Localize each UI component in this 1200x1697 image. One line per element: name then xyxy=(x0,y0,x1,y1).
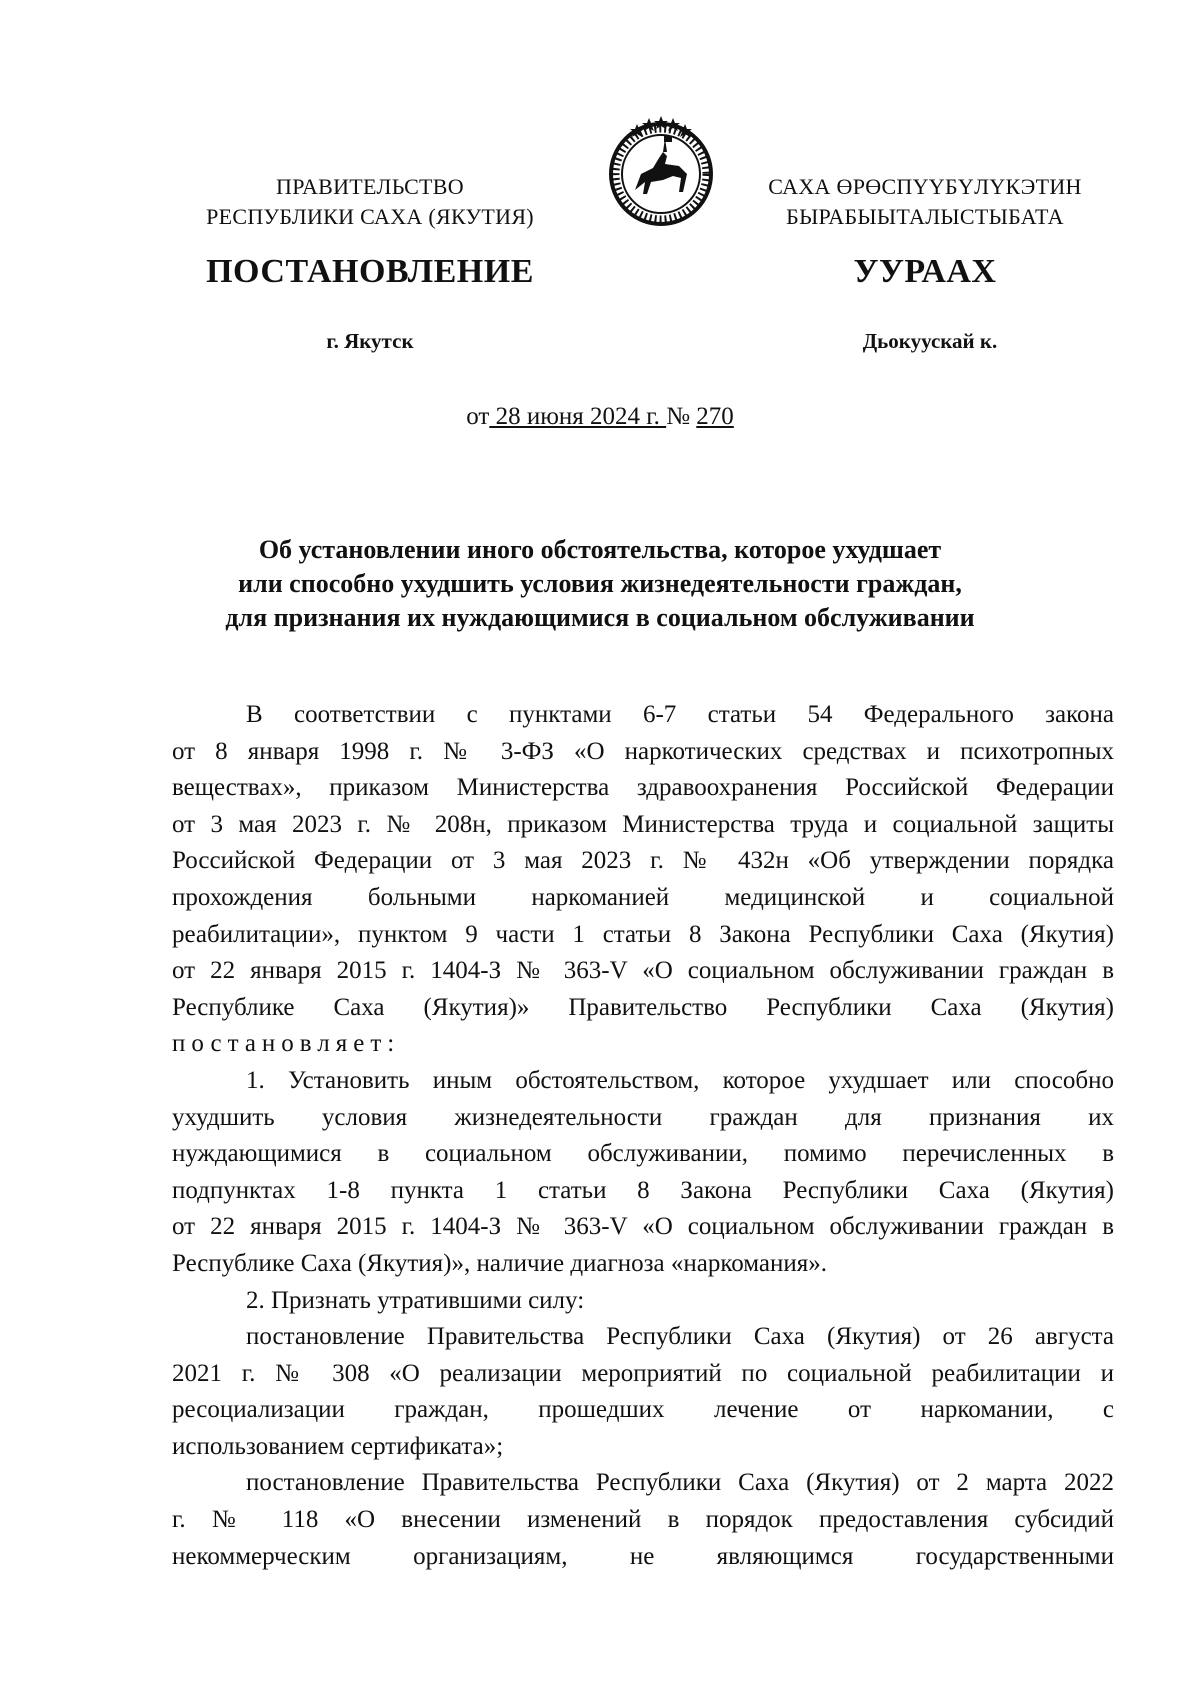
body-line: от 3 мая 2023 г. № 208н, приказом Министерства труда и социальной защиты xyxy=(172,810,1114,838)
paragraph-item-1 xyxy=(172,1063,1114,1283)
paragraph-preamble xyxy=(172,697,1114,1063)
body-line: нуждающимися в социальном обслуживании, помимо перечисленных в xyxy=(172,1140,1114,1168)
body-line: постановление Правительства Республики Саха (Якутия) от 2 марта 2022 xyxy=(246,1469,1114,1497)
number-sign: № xyxy=(666,403,697,430)
body-line: Республике Саха (Якутия)», наличие диагноза «наркомания». xyxy=(172,1249,827,1277)
document-body xyxy=(172,697,1114,1575)
body-line: от 22 января 2015 г. 1404-З № 363-V «О социальном обслуживании граждан в xyxy=(172,1213,1114,1241)
body-line: подпунктах 1-8 пункта 1 статьи 8 Закона Республики Саха (Якутия) xyxy=(172,1176,1114,1204)
document-date: 28 июня 2024 г. xyxy=(489,403,667,430)
government-name-russian xyxy=(180,172,560,232)
document-date-line xyxy=(0,403,1200,431)
header-right-line: БЫРАБЫЫТАЛЫСТЫБАТА xyxy=(786,204,1064,229)
paragraph-repeal-2 xyxy=(172,1465,1114,1575)
body-line: 1. Установить иным обстоятельством, которое ухудшает или способно xyxy=(246,1066,1114,1094)
body-line: веществах», приказом Министерства здравоохранения Российской Федерации xyxy=(172,774,1114,802)
body-line: использованием сертификата»; xyxy=(172,1432,504,1460)
emblem-icon xyxy=(601,112,721,232)
body-line: Республике Саха (Якутия)» Правительство Республики Саха (Якутия) xyxy=(172,993,1114,1021)
government-name-yakut xyxy=(735,172,1115,232)
document-number: 270 xyxy=(696,403,734,430)
body-line: Российской Федерации от 3 мая 2023 г. № 432н «Об утверждении порядка xyxy=(172,847,1114,875)
title-line: для признания их нуждающимися в социальном обслуживании xyxy=(225,603,975,632)
document-title xyxy=(170,533,1030,635)
date-prefix: от xyxy=(466,403,490,430)
header-left-line: ПРАВИТЕЛЬСТВО xyxy=(276,174,464,199)
body-line: прохождения больными наркоманией медицинской и социальной xyxy=(172,883,1114,911)
city-yakut: Дьокуускай к. xyxy=(862,329,998,353)
body-line: 2021 г. № 308 «О реализации мероприятий по социальной реабилитации и xyxy=(172,1359,1114,1387)
body-line: от 8 января 1998 г. № 3-ФЗ «О наркотических средствах и психотропных xyxy=(172,737,1114,765)
body-line: В соответствии с пунктами 6-7 статьи 54 Федерального закона xyxy=(246,701,1114,728)
paragraph-item-2: 2. Признать утратившими силу: xyxy=(246,1286,585,1314)
title-line: Об установлении иного обстоятельства, которое ухудшает xyxy=(258,535,942,564)
city-russian: г. Якутск xyxy=(326,329,414,353)
body-line: ухудшить условия жизнедеятельности граждан для признания их xyxy=(172,1103,1114,1131)
body-line: постановление Правительства Республики Саха (Якутия) от 26 августа xyxy=(246,1323,1114,1351)
body-line: ресоциализации граждан, прошедших лечение от наркомании, с xyxy=(172,1396,1114,1424)
body-line: реабилитации», пунктом 9 части 1 статьи 8 Закона Республики Саха (Якутия) xyxy=(172,920,1114,948)
title-line: или способно ухудшить условия жизнедеятельности граждан, xyxy=(238,569,962,598)
body-line: некоммерческим организациям, не являющимся государственными xyxy=(172,1542,1114,1570)
header-left-line: РЕСПУБЛИКИ САХА (ЯКУТИЯ) xyxy=(206,204,534,229)
doc-type-yakut: УУРААХ xyxy=(853,253,997,290)
postanovlyaet-word: постановляет: xyxy=(172,1030,401,1058)
paragraph-repeal-1 xyxy=(172,1319,1114,1465)
body-line: от 22 января 2015 г. 1404-З № 363-V «О социальном обслуживании граждан в xyxy=(172,957,1114,985)
doc-type-russian: ПОСТАНОВЛЕНИЕ xyxy=(206,253,534,290)
header-right-line: САХА ӨРӨСПҮҮБҮЛҮКЭТИН xyxy=(768,174,1082,199)
body-line: г. № 118 «О внесении изменений в порядок предоставления субсидий xyxy=(172,1506,1114,1534)
